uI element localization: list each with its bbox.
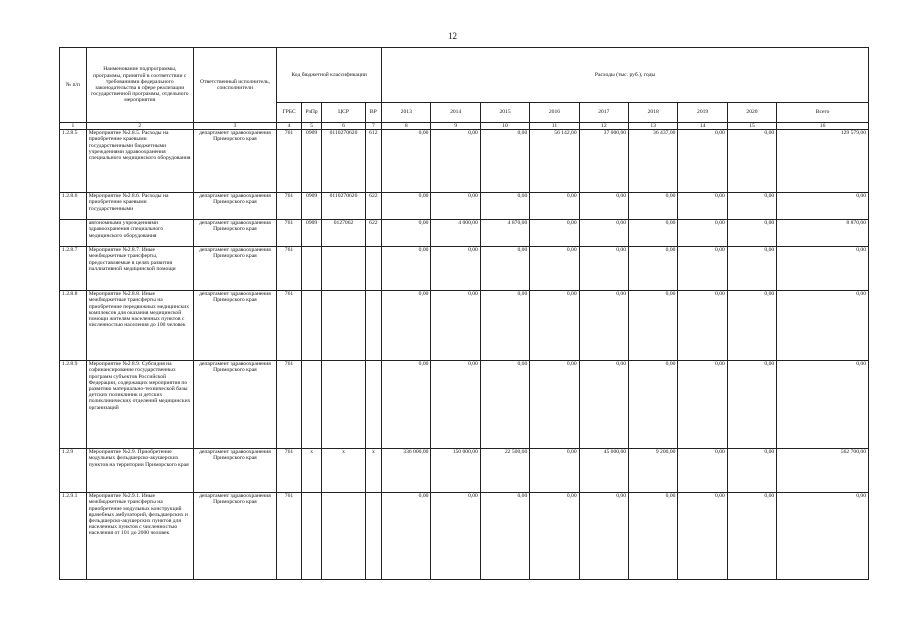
year-value: 0,00	[629, 361, 678, 449]
column-number: 11	[530, 123, 579, 130]
row-number: 1.2.8.8	[60, 291, 87, 361]
total-value: 8 870,00	[777, 220, 869, 247]
row-number: 1.2.8.7	[60, 247, 87, 291]
table-row	[60, 220, 869, 247]
year-value: 0,00	[382, 220, 431, 247]
measure-name: Мероприятие №2.8.7. Иные межбюджетные трансферты, предоставляемые в целях развития паллиативной медицинской помощи	[86, 247, 193, 291]
csr-code: 0127062	[322, 220, 365, 247]
column-number: 16	[777, 123, 869, 130]
year-value: 0,00	[727, 449, 776, 493]
column-number: 6	[322, 123, 365, 130]
measure-name: Мероприятие №2.8.8. Иные межбюджетные трансферты на приобретение передвижных медицинских комплексов для оказания медицинской помощи жителям населенных пунктов с численностью населения до 100 человек	[86, 291, 193, 361]
vr-code	[365, 291, 381, 361]
total-value: 0,00	[777, 193, 869, 220]
year-value: 0,00	[480, 247, 529, 291]
responsible-executor: департамент здравоохранения Приморского края	[193, 247, 276, 291]
year-value: 0,00	[678, 247, 727, 291]
rzpr-code	[301, 291, 322, 361]
total-value: 0,00	[777, 493, 869, 580]
measure-name: Мероприятие №2.9. Приобретение модульных фельдшерско-акушерских пунктов на территории Приморского края	[86, 449, 193, 493]
column-number: 2	[86, 123, 193, 130]
header-no: № п/п	[60, 48, 87, 123]
vr-code	[365, 493, 381, 580]
csr-code	[322, 247, 365, 291]
year-value: 0,00	[727, 361, 776, 449]
column-number: 12	[579, 123, 628, 130]
column-number: 1	[60, 123, 87, 130]
year-value: 0,00	[579, 193, 628, 220]
year-value: 0,00	[579, 291, 628, 361]
total-value: 0,00	[777, 291, 869, 361]
measure-name: Мероприятие №2.8.6. Расходы на приобретение краевыми государственными	[86, 193, 193, 220]
column-number: 3	[193, 123, 276, 130]
grbs-code: 761	[277, 449, 302, 493]
measure-name: автономными учреждениями здравоохранения специального медицинского оборудования	[86, 220, 193, 247]
header-year: 2013	[382, 103, 431, 123]
table-row	[60, 449, 869, 493]
year-value: 0,00	[629, 247, 678, 291]
grbs-code: 761	[277, 493, 302, 580]
column-number: 7	[365, 123, 381, 130]
row-number: 1.2.9.1	[60, 493, 87, 580]
table-row	[60, 361, 869, 449]
csr-code	[322, 361, 365, 449]
column-number-row	[60, 123, 869, 130]
grbs-code: 761	[277, 291, 302, 361]
column-number: 10	[480, 123, 529, 130]
responsible-executor: департамент здравоохранения Приморского края	[193, 220, 276, 247]
vr-code: х	[365, 449, 381, 493]
header-year: 2018	[629, 103, 678, 123]
table-row	[60, 291, 869, 361]
year-value: 0,00	[530, 449, 579, 493]
year-value: 150 000,00	[431, 449, 480, 493]
year-value: 0,00	[530, 361, 579, 449]
year-value: 0,00	[629, 493, 678, 580]
year-value: 0,00	[382, 130, 431, 193]
header-total: Всего	[777, 103, 869, 123]
year-value: 37 000,00	[579, 130, 628, 193]
year-value: 0,00	[382, 493, 431, 580]
grbs-code: 761	[277, 361, 302, 449]
year-value: 0,00	[480, 130, 529, 193]
csr-code: 0110270620	[322, 130, 365, 193]
year-value: 0,00	[727, 291, 776, 361]
year-value: 0,00	[678, 220, 727, 247]
year-value: 0,00	[579, 247, 628, 291]
year-value: 0,00	[480, 361, 529, 449]
year-value: 0,00	[678, 193, 727, 220]
responsible-executor: департамент здравоохранения Приморского края	[193, 291, 276, 361]
table-row	[60, 247, 869, 291]
column-number: 15	[727, 123, 776, 130]
year-value: 0,00	[480, 291, 529, 361]
responsible-executor: департамент здравоохранения Приморского края	[193, 449, 276, 493]
year-value: 0,00	[431, 291, 480, 361]
year-value: 0,00	[678, 493, 727, 580]
year-value: 36 437,00	[629, 130, 678, 193]
year-value: 9 200,00	[629, 449, 678, 493]
year-value: 0,00	[727, 193, 776, 220]
year-value: 0,00	[727, 130, 776, 193]
year-value: 0,00	[629, 220, 678, 247]
row-number: 1.2.9	[60, 449, 87, 493]
year-value: 0,00	[678, 449, 727, 493]
vr-code: 612	[365, 130, 381, 193]
rzpr-code: 0909	[301, 193, 322, 220]
year-value: 0,00	[678, 361, 727, 449]
year-value: 0,00	[382, 193, 431, 220]
row-number	[60, 220, 87, 247]
year-value: 0,00	[431, 130, 480, 193]
year-value: 22 500,00	[480, 449, 529, 493]
header-year: 2020	[727, 103, 776, 123]
column-number: 8	[382, 123, 431, 130]
year-value: 0,00	[530, 493, 579, 580]
column-number: 9	[431, 123, 480, 130]
column-number: 13	[629, 123, 678, 130]
year-value: 0,00	[678, 130, 727, 193]
header-year: 2016	[530, 103, 579, 123]
year-value: 0,00	[431, 247, 480, 291]
table-row	[60, 193, 869, 220]
measure-name: Мероприятие №2.9.1. Иные межбюджетные трансферты на приобретение модульных конструкций врачебных амбулаторий, фельдшерских и фельдшерско-акушерских пунктов для населенных пунктов с численностью населения от 101 до 2000 человек	[86, 493, 193, 580]
column-number: 14	[678, 123, 727, 130]
year-value: 0,00	[382, 247, 431, 291]
year-value: 0,00	[579, 361, 628, 449]
year-value: 4 000,00	[431, 220, 480, 247]
year-value: 0,00	[480, 193, 529, 220]
responsible-executor: департамент здравоохранения Приморского края	[193, 493, 276, 580]
total-value: 0,00	[777, 361, 869, 449]
header-rzpr: РзПр	[301, 103, 322, 123]
year-value: 0,00	[431, 193, 480, 220]
year-value: 0,00	[530, 291, 579, 361]
header-vr: ВР	[365, 103, 381, 123]
total-value: 562 700,00	[777, 449, 869, 493]
csr-code: 0110270620	[322, 193, 365, 220]
vr-code	[365, 247, 381, 291]
year-value: 0,00	[678, 291, 727, 361]
year-value: 0,00	[382, 361, 431, 449]
row-number: 1.2.8.9	[60, 361, 87, 449]
measure-name: Мероприятие №2.8.5. Расходы на приобретение краевыми государственными бюджетными учреждениями здравоохранения специального медицинского оборудования	[86, 130, 193, 193]
column-number: 4	[277, 123, 302, 130]
year-value: 45 000,00	[579, 449, 628, 493]
measure-name: Мероприятие №2.8.9. Субсидия на софинансирование государственных программ субъектов Российской Федерации, содержащих мероприятия по развитию материально-технической базы детских поликлиник и детских поликлинических отделений медицинских организаций	[86, 361, 193, 449]
year-value: 0,00	[727, 247, 776, 291]
row-number: 1.2.8.5	[60, 130, 87, 193]
responsible-executor: департамент здравоохранения Приморского края	[193, 193, 276, 220]
header-expenses: Расходы (тыс. руб.), годы	[382, 48, 869, 103]
column-number: 5	[301, 123, 322, 130]
table-row	[60, 493, 869, 580]
header-year: 2015	[480, 103, 529, 123]
vr-code: 622	[365, 220, 381, 247]
header-budget-code: Код бюджетной классификации	[277, 48, 382, 103]
year-value: 0,00	[727, 220, 776, 247]
header-year: 2017	[579, 103, 628, 123]
grbs-code: 761	[277, 130, 302, 193]
rzpr-code: 0909	[301, 130, 322, 193]
header-year: 2014	[431, 103, 480, 123]
year-value: 0,00	[530, 193, 579, 220]
year-value: 0,00	[431, 361, 480, 449]
total-value: 0,00	[777, 247, 869, 291]
csr-code: х	[322, 449, 365, 493]
page-number: 12	[448, 31, 457, 41]
grbs-code: 761	[277, 193, 302, 220]
vr-code: 622	[365, 193, 381, 220]
header-name: Наименование подпрограммы, программы, принятой в соответствии с требованиями федерального законодательства в сфере реализации государственной программы, отдельного мероприятия	[86, 48, 193, 123]
header-grbs: ГРБС	[277, 103, 302, 123]
grbs-code: 761	[277, 247, 302, 291]
year-value: 0,00	[382, 291, 431, 361]
responsible-executor: департамент здравоохранения Приморского края	[193, 130, 276, 193]
rzpr-code	[301, 361, 322, 449]
year-value: 0,00	[530, 220, 579, 247]
grbs-code: 761	[277, 220, 302, 247]
year-value: 4 870,00	[480, 220, 529, 247]
year-value: 0,00	[727, 493, 776, 580]
year-value: 0,00	[431, 493, 480, 580]
row-number: 1.2.8.6	[60, 193, 87, 220]
vr-code	[365, 361, 381, 449]
rzpr-code: 0909	[301, 220, 322, 247]
header-csr: ЦСР	[322, 103, 365, 123]
year-value: 56 142,00	[530, 130, 579, 193]
table-row	[60, 130, 869, 193]
budget-table	[59, 47, 869, 580]
year-value: 0,00	[530, 247, 579, 291]
year-value: 336 000,00	[382, 449, 431, 493]
csr-code	[322, 493, 365, 580]
year-value: 0,00	[480, 493, 529, 580]
header-responsible: Ответственный исполнитель, соисполнители	[193, 48, 276, 123]
year-value: 0,00	[579, 493, 628, 580]
rzpr-code	[301, 493, 322, 580]
year-value: 0,00	[629, 193, 678, 220]
year-value: 0,00	[629, 291, 678, 361]
csr-code	[322, 291, 365, 361]
rzpr-code: х	[301, 449, 322, 493]
rzpr-code	[301, 247, 322, 291]
header-year: 2019	[678, 103, 727, 123]
responsible-executor: департамент здравоохранения Приморского края	[193, 361, 276, 449]
total-value: 129 579,00	[777, 130, 869, 193]
year-value: 0,00	[579, 220, 628, 247]
